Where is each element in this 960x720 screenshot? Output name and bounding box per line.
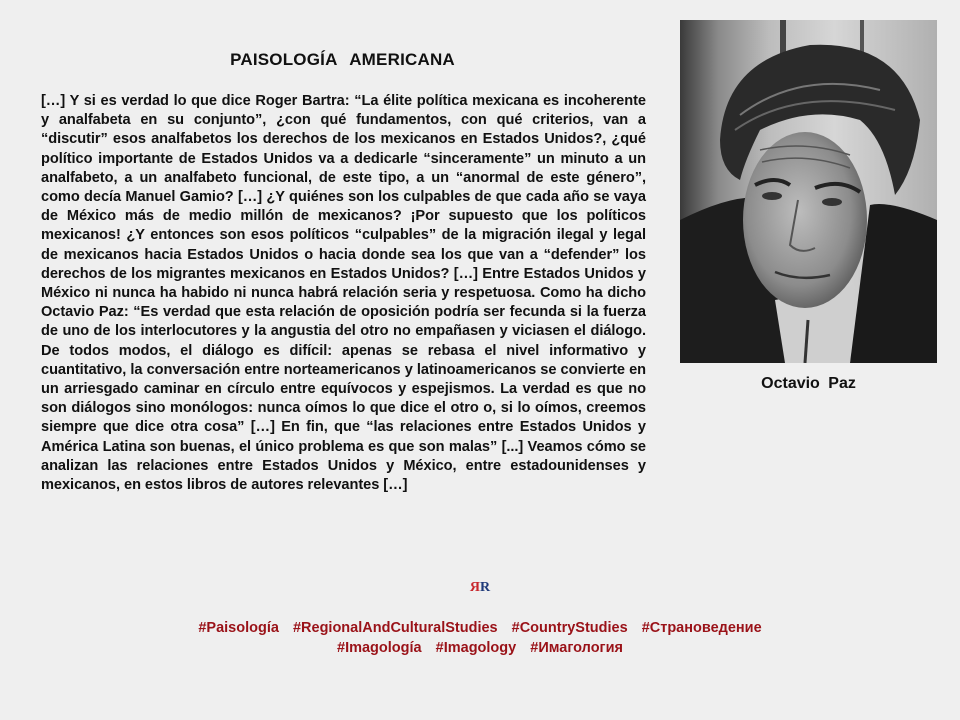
hashtag-regional-cultural-studies[interactable]: #RegionalAndCulturalStudies	[292, 620, 498, 636]
rr-logo	[460, 580, 500, 596]
hashtag-imagologia[interactable]: #Imagología	[337, 640, 422, 656]
photo-caption: Octavio Paz	[761, 375, 856, 392]
hashtag-imagology[interactable]: #Imagology	[435, 640, 517, 656]
hashtags	[100, 618, 860, 658]
hashtag-imagologiya-ru[interactable]: #Имагология	[530, 640, 623, 656]
hashtag-country-studies[interactable]: #CountryStudies	[511, 620, 628, 636]
article-text: […] Y si es verdad lo que dice Roger Bartra: “La élite política mexicana es incoherente y analfabeta en su conjunto”, ¿con qué fundamentos, con qué criterios, van a “discutir” esos analfabetos los derechos de los mexicanos en Estados Unidos?, ¿qué político importante de Estados Unidos va a dedicarle “sinceramente” un minuto a un analfabeto, a un analfabeto funcional, de este tipo, a un “anormal de este género”, como decía Manuel Gamio? […] ¿Y quiénes son los culpables de que cada año se vaya de México más de medio millón de mexicanos? ¡Por supuesto que los políticos mexicanos! ¿Y entonces son esos políticos “culpables” de la migración ilegal y legal de mexicanos hacia Estados Unidos o hacia donde sea los que van a “defender” los derechos de los migrantes mexicanos en Estados Unidos? […] Entre Estados Unidos y México ni nunca ha habido ni nunca habrá relación seria y respetuosa. Como ha dicho Octavio Paz: “Es verdad que esta relación de oposición podría ser fecunda si la fuerza de uno de los interlocutores y la angustia del otro no empañasen y viciasen el diálogo. De todos modos, el diálogo es difícil: apenas se rebasa el nivel informativo y cuantitativo, la conversación entre norteamericanos y latinoamericanos se convierte en un arriesgado caminar en círculo entre equívocos y espejismos. La verdad es que no son diálogos sino monólogos: nunca oímos lo que dice el otro o, si lo oímos, creemos siempre que dice otra cosa” […] En fin, que “las relaciones entre Estados Unidos y América Latina son buenas, el único problema es que son malas” [...] Veamos cómo se analizan las relaciones entre Estados Unidos y México, entre estadounidenses y mexicanos, en estos libros de autores relevantes […]	[41, 93, 646, 494]
hashtag-line-1	[100, 618, 860, 638]
portrait-illustration	[680, 20, 937, 363]
page-title: PAISOLOGÍA AMERICANA	[230, 50, 455, 69]
logo-letter-left: Я	[469, 580, 480, 595]
hashtag-paisologia[interactable]: #Paisología	[198, 620, 279, 636]
hashtag-stranovedenie[interactable]: #Страноведение	[641, 620, 762, 636]
hashtag-line-2	[100, 638, 860, 658]
logo-letter-right: R	[480, 580, 491, 595]
portrait-photo	[680, 20, 937, 363]
